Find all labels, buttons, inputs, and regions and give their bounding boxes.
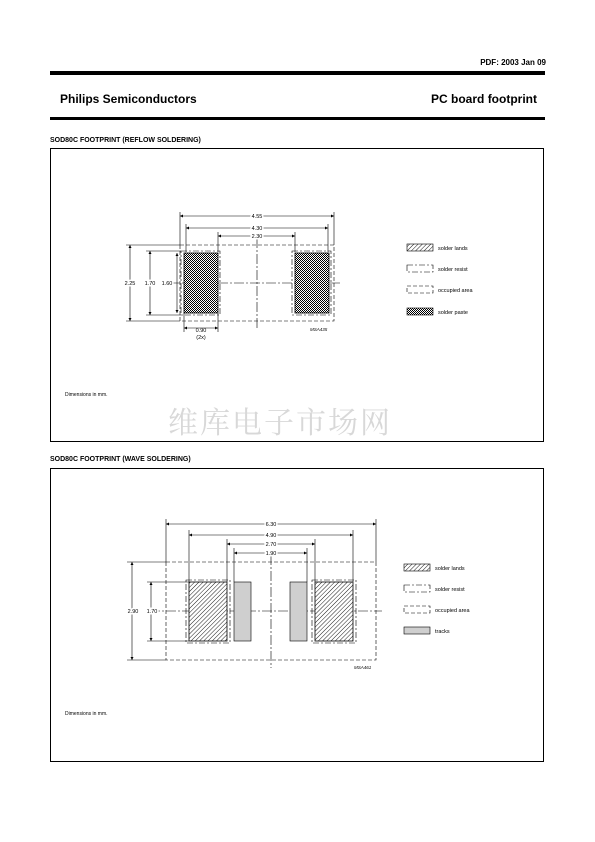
reflow-label-225: 2.25 [124, 281, 136, 287]
wave-legend-tracks-label: tracks [435, 629, 450, 635]
reflow-label-160: 1.60 [161, 281, 173, 287]
reflow-legend-lands-label: solder lands [438, 246, 468, 252]
wave-drawing-code: MSA461 [354, 665, 372, 670]
wave-label-490: 4.90 [265, 533, 277, 539]
reflow-legend-lands-swatch [407, 244, 433, 251]
wave-legend-occupied-swatch [404, 606, 430, 613]
wave-legend-lands-swatch [404, 564, 430, 571]
reflow-dimensions-note: Dimensions in mm. [65, 392, 108, 398]
reflow-section-title: SOD80C FOOTPRINT (REFLOW SOLDERING) [50, 137, 201, 144]
reflow-legend-occupied-label: occupied area [438, 288, 473, 294]
wave-legend-tracks-swatch [404, 627, 430, 634]
wave-label-290: 2.90 [127, 609, 139, 615]
reflow-legend-resist-swatch [407, 265, 433, 272]
reflow-drawing-code: MSA435 [310, 327, 328, 332]
wave-label-270: 2.70 [265, 542, 277, 548]
reflow-label-2x: (2x) [196, 335, 206, 341]
company-name: Philips Semiconductors [60, 92, 197, 106]
wave-label-170: 1.70 [146, 609, 158, 615]
reflow-label-090: 0.90 [195, 328, 207, 334]
reflow-label-455: 4.55 [251, 214, 263, 220]
wave-label-630: 6.30 [265, 522, 277, 528]
reflow-label-230: 2.30 [251, 234, 263, 240]
wave-legend-resist-swatch [404, 585, 430, 592]
wave-left-solder-land [189, 582, 227, 641]
reflow-left-solder-land [184, 253, 218, 313]
pdf-date: PDF: 2003 Jan 09 [480, 58, 546, 67]
reflow-footprint-diagram [126, 212, 433, 332]
wave-right-solder-land [315, 582, 353, 641]
reflow-legend-paste-swatch [407, 308, 433, 315]
reflow-right-solder-land [295, 253, 329, 313]
wave-legend-lands-label: solder lands [435, 566, 465, 572]
reflow-legend-paste-label: solder paste [438, 310, 468, 316]
wave-left-track [234, 582, 251, 641]
document-title: PC board footprint [431, 92, 537, 106]
reflow-label-430: 4.30 [251, 226, 263, 232]
reflow-legend-resist-label: solder resist [438, 267, 468, 273]
reflow-legend-occupied-swatch [407, 286, 433, 293]
wave-legend-occupied-label: occupied area [435, 608, 470, 614]
wave-dimensions-note: Dimensions in mm. [65, 711, 108, 717]
wave-right-track [290, 582, 307, 641]
wave-legend-resist-label: solder resist [435, 587, 465, 593]
wave-section-title: SOD80C FOOTPRINT (WAVE SOLDERING) [50, 456, 191, 463]
wave-footprint-diagram [127, 519, 430, 668]
wave-label-190: 1.90 [265, 551, 277, 557]
reflow-label-170: 1.70 [144, 281, 156, 287]
watermark-text: 维库电子市场网 [168, 406, 392, 441]
